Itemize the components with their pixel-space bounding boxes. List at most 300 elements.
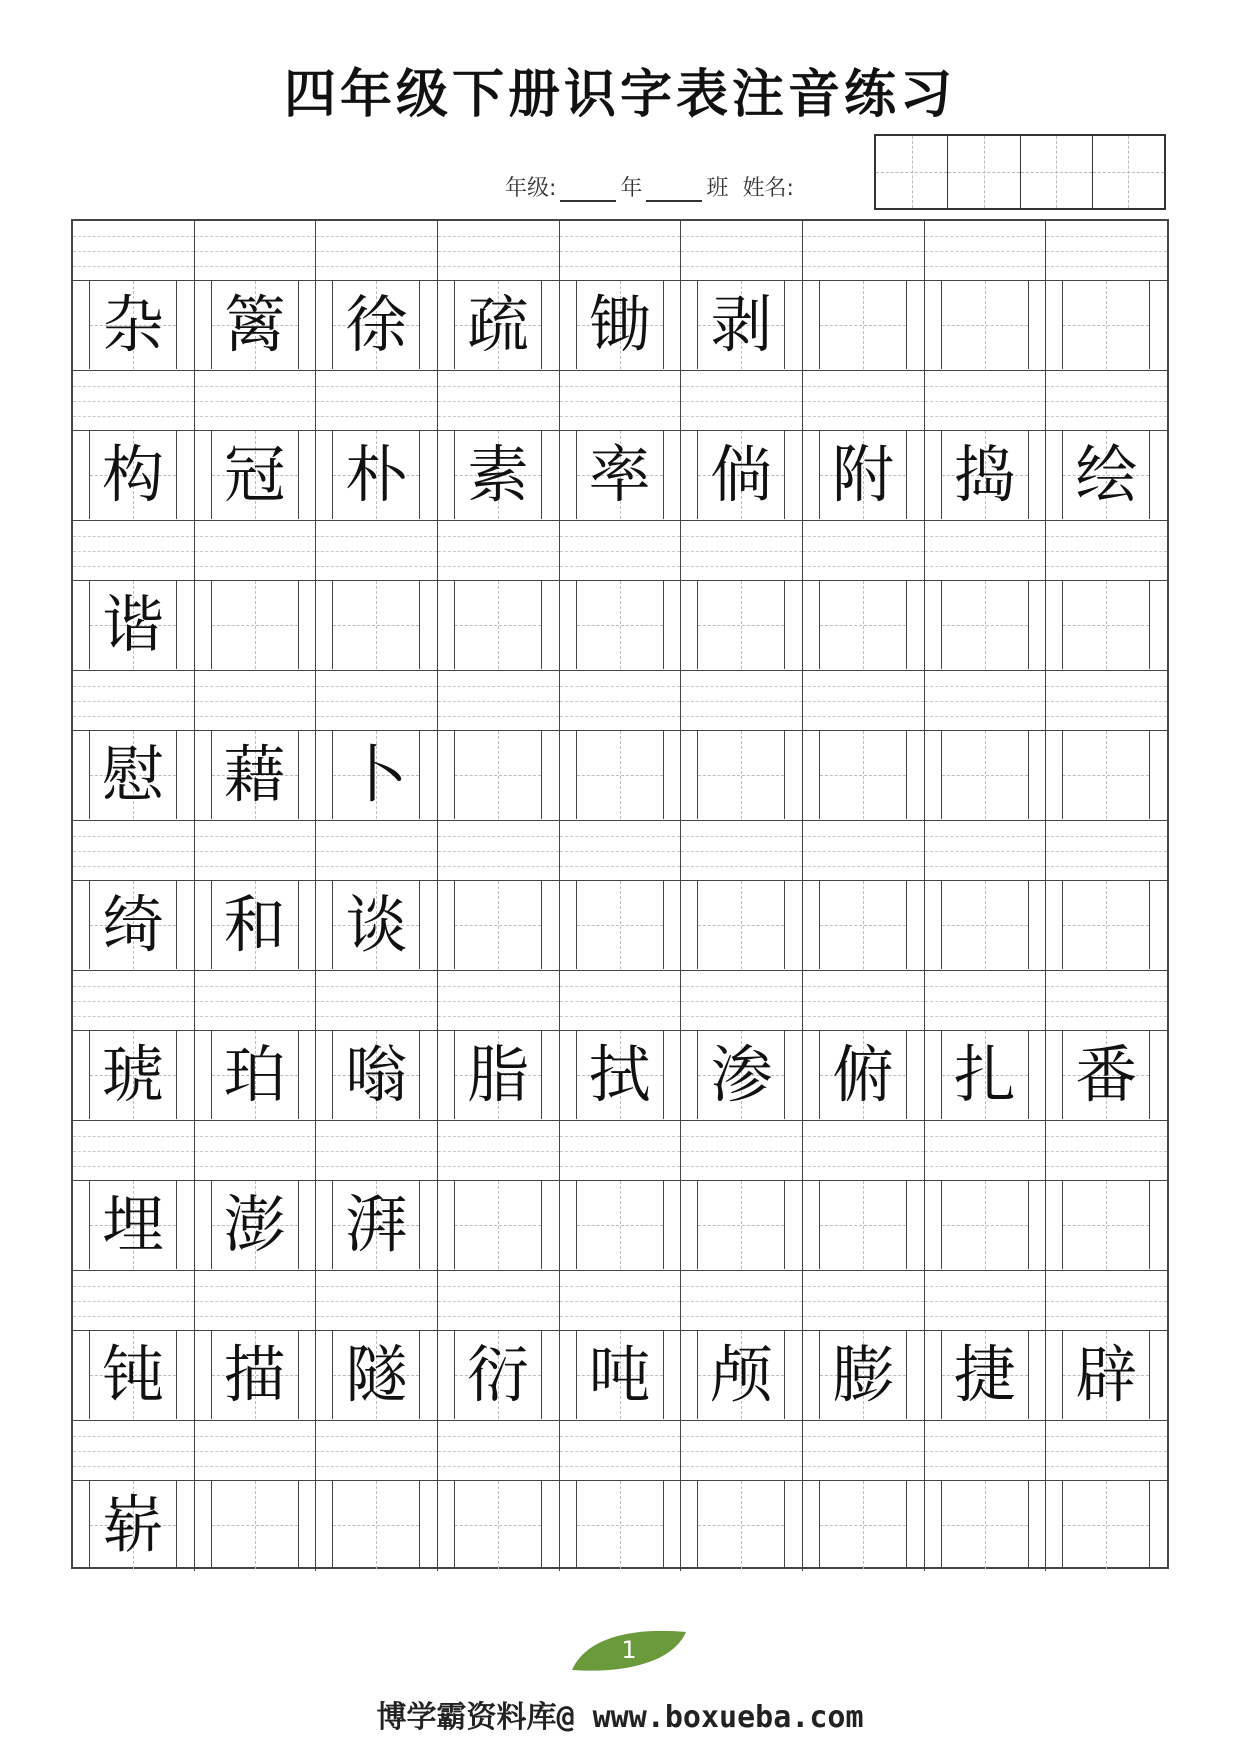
hanzi-character: 拭 (588, 1038, 651, 1111)
tian-grid-box[interactable] (454, 1481, 542, 1569)
character-cell (438, 881, 560, 970)
tian-grid-box[interactable] (332, 581, 420, 669)
tian-grid-box[interactable] (576, 1331, 664, 1419)
pinyin-cell[interactable] (438, 521, 560, 580)
pinyin-row (73, 671, 1167, 731)
character-row (73, 431, 1167, 521)
tian-grid-box[interactable] (89, 1031, 177, 1119)
name-label: 姓名: (742, 176, 794, 201)
hanzi-character (820, 1181, 906, 1269)
hanzi-character (1063, 581, 1149, 669)
tian-grid-box[interactable] (332, 1331, 420, 1419)
character-row (73, 581, 1167, 671)
pinyin-cell[interactable] (316, 221, 438, 280)
tian-grid-box[interactable] (697, 1181, 785, 1269)
character-cell (1046, 881, 1167, 970)
character-cell (681, 1481, 803, 1571)
practice-row (73, 821, 1167, 971)
character-cell (681, 581, 803, 670)
pinyin-cell[interactable] (438, 1121, 560, 1180)
tian-grid-box[interactable] (941, 1481, 1029, 1569)
tian-grid-box[interactable] (211, 1031, 299, 1119)
tian-grid-box[interactable] (819, 881, 907, 969)
pinyin-cell[interactable] (73, 1121, 195, 1180)
hanzi-character (212, 1481, 298, 1569)
hanzi-character (1063, 731, 1149, 819)
tian-grid-box[interactable] (941, 1031, 1029, 1119)
hanzi-character: 脂 (467, 1038, 530, 1111)
pinyin-cell[interactable] (803, 1271, 925, 1330)
tian-grid-box[interactable] (89, 581, 177, 669)
pinyin-cell[interactable] (560, 821, 682, 880)
tian-grid-box[interactable] (454, 1181, 542, 1269)
pinyin-cell[interactable] (681, 371, 803, 430)
tian-grid-box[interactable] (1062, 731, 1150, 819)
tian-grid-box[interactable] (697, 1331, 785, 1419)
tian-grid-box[interactable] (454, 281, 542, 369)
pinyin-cell[interactable] (803, 1421, 925, 1480)
hanzi-character: 渗 (710, 1038, 773, 1111)
pinyin-cell[interactable] (803, 821, 925, 880)
character-cell (803, 1331, 925, 1420)
tian-grid-box[interactable] (819, 281, 907, 369)
tian-grid-box[interactable] (1062, 1481, 1150, 1569)
hanzi-character (820, 731, 906, 819)
pinyin-cell[interactable] (681, 1121, 803, 1180)
hanzi-character (820, 281, 906, 369)
character-cell (73, 281, 195, 370)
hanzi-character: 谐 (101, 588, 164, 661)
pinyin-cell[interactable] (1046, 671, 1167, 730)
character-cell (316, 1331, 438, 1420)
tian-grid-box[interactable] (332, 1481, 420, 1569)
tian-grid-box[interactable] (819, 1481, 907, 1569)
hanzi-character (577, 1181, 663, 1269)
page-number-badge (570, 1626, 688, 1674)
pinyin-row (73, 521, 1167, 581)
tian-grid-box[interactable] (697, 1481, 785, 1569)
pinyin-cell[interactable] (195, 221, 317, 280)
pinyin-cell[interactable] (438, 671, 560, 730)
grade-label: 年级: (505, 176, 557, 201)
tian-grid-box[interactable] (941, 731, 1029, 819)
tian-grid-box[interactable] (89, 881, 177, 969)
pinyin-cell[interactable] (925, 221, 1047, 280)
tian-grid-box[interactable] (1062, 1181, 1150, 1269)
pinyin-cell[interactable] (73, 221, 195, 280)
character-cell (316, 281, 438, 370)
pinyin-cell[interactable] (438, 971, 560, 1030)
hanzi-character (1063, 1181, 1149, 1269)
character-row (73, 281, 1167, 371)
pinyin-cell[interactable] (681, 821, 803, 880)
grade-blank[interactable] (560, 176, 616, 202)
hanzi-character: 疏 (467, 288, 530, 361)
pinyin-cell[interactable] (560, 371, 682, 430)
tian-grid-box[interactable] (332, 1031, 420, 1119)
tian-grid-box[interactable] (941, 431, 1029, 519)
pinyin-row (73, 1421, 1167, 1481)
character-cell (560, 1481, 682, 1571)
hanzi-character (577, 731, 663, 819)
character-cell (73, 881, 195, 970)
tian-grid-box[interactable] (697, 431, 785, 519)
pinyin-cell[interactable] (803, 671, 925, 730)
tian-grid-box[interactable] (89, 731, 177, 819)
name-cell[interactable] (1093, 136, 1164, 208)
character-cell (73, 1331, 195, 1420)
character-cell (681, 281, 803, 370)
character-cell (1046, 1331, 1167, 1420)
pinyin-cell[interactable] (73, 521, 195, 580)
character-cell (1046, 581, 1167, 670)
pinyin-cell[interactable] (1046, 971, 1167, 1030)
tian-grid-box[interactable] (576, 881, 664, 969)
pinyin-cell[interactable] (195, 1421, 317, 1480)
tian-grid-box[interactable] (211, 281, 299, 369)
pinyin-cell[interactable] (316, 1121, 438, 1180)
pinyin-cell[interactable] (195, 1121, 317, 1180)
hanzi-character (820, 881, 906, 969)
hanzi-character: 卜 (345, 738, 408, 811)
tian-grid-box[interactable] (941, 1181, 1029, 1269)
tian-grid-box[interactable] (576, 281, 664, 369)
character-cell (925, 1181, 1047, 1270)
hanzi-character: 谈 (345, 888, 408, 961)
character-cell (803, 881, 925, 970)
character-cell (925, 281, 1047, 370)
tian-grid-box[interactable] (697, 581, 785, 669)
pinyin-cell[interactable] (925, 521, 1047, 580)
character-cell (195, 1031, 317, 1120)
hanzi-character: 澎 (223, 1188, 286, 1261)
name-cell[interactable] (948, 136, 1020, 208)
hanzi-character (942, 581, 1028, 669)
name-cell[interactable] (1021, 136, 1093, 208)
class-blank[interactable] (646, 176, 702, 202)
tian-grid-box[interactable] (576, 1031, 664, 1119)
tian-grid-box[interactable] (819, 731, 907, 819)
character-cell (73, 1181, 195, 1270)
tian-grid-box[interactable] (454, 581, 542, 669)
tian-grid-box[interactable] (89, 281, 177, 369)
pinyin-cell[interactable] (560, 1121, 682, 1180)
pinyin-cell[interactable] (316, 1271, 438, 1330)
tian-grid-box[interactable] (454, 881, 542, 969)
pinyin-cell[interactable] (681, 1421, 803, 1480)
hanzi-character: 埋 (101, 1188, 164, 1261)
hanzi-character (1063, 1481, 1149, 1569)
hanzi-character: 附 (832, 438, 895, 511)
hanzi-character (698, 1181, 784, 1269)
character-cell (925, 581, 1047, 670)
pinyin-cell[interactable] (1046, 1421, 1167, 1480)
character-cell (438, 581, 560, 670)
pinyin-cell[interactable] (195, 821, 317, 880)
hanzi-character: 捣 (953, 438, 1016, 511)
tian-grid-box[interactable] (332, 881, 420, 969)
tian-grid-box[interactable] (211, 881, 299, 969)
tian-grid-box[interactable] (89, 431, 177, 519)
pinyin-cell[interactable] (73, 1271, 195, 1330)
tian-grid-box[interactable] (211, 731, 299, 819)
character-cell (73, 431, 195, 520)
tian-grid-box[interactable] (1062, 1031, 1150, 1119)
pinyin-cell[interactable] (195, 521, 317, 580)
character-cell (1046, 1481, 1167, 1571)
character-cell (1046, 281, 1167, 370)
character-cell (925, 1031, 1047, 1120)
hanzi-character: 钝 (101, 1338, 164, 1411)
tian-grid-box[interactable] (819, 1031, 907, 1119)
character-cell (803, 731, 925, 820)
character-cell (803, 1481, 925, 1571)
tian-grid-box[interactable] (332, 1181, 420, 1269)
pinyin-cell[interactable] (925, 371, 1047, 430)
tian-grid-box[interactable] (697, 731, 785, 819)
tian-grid-box[interactable] (211, 431, 299, 519)
tian-grid-box[interactable] (697, 281, 785, 369)
practice-grid (71, 219, 1169, 1569)
pinyin-cell[interactable] (73, 1421, 195, 1480)
tian-grid-box[interactable] (697, 1031, 785, 1119)
tian-grid-box[interactable] (89, 1481, 177, 1569)
character-cell (560, 731, 682, 820)
pinyin-cell[interactable] (560, 221, 682, 280)
pinyin-cell[interactable] (73, 671, 195, 730)
hanzi-character: 膨 (832, 1338, 895, 1411)
tian-grid-box[interactable] (576, 1481, 664, 1569)
pinyin-cell[interactable] (560, 671, 682, 730)
pinyin-cell[interactable] (560, 1421, 682, 1480)
pinyin-cell[interactable] (195, 371, 317, 430)
character-cell (681, 881, 803, 970)
class-char: 班 (706, 176, 729, 201)
hanzi-character (1063, 281, 1149, 369)
pinyin-cell[interactable] (560, 971, 682, 1030)
character-cell (195, 581, 317, 670)
character-cell (560, 881, 682, 970)
pinyin-cell[interactable] (195, 971, 317, 1030)
hanzi-character (698, 1481, 784, 1569)
practice-row (73, 1271, 1167, 1421)
character-cell (73, 581, 195, 670)
tian-grid-box[interactable] (211, 581, 299, 669)
tian-grid-box[interactable] (941, 1331, 1029, 1419)
tian-grid-box[interactable] (332, 431, 420, 519)
tian-grid-box[interactable] (941, 881, 1029, 969)
tian-grid-box[interactable] (1062, 581, 1150, 669)
tian-grid-box[interactable] (1062, 1331, 1150, 1419)
hanzi-character (942, 1181, 1028, 1269)
character-cell (925, 1331, 1047, 1420)
tian-grid-box[interactable] (454, 431, 542, 519)
pinyin-cell[interactable] (681, 521, 803, 580)
hanzi-character (942, 731, 1028, 819)
pinyin-cell[interactable] (681, 971, 803, 1030)
hanzi-character (698, 731, 784, 819)
character-cell (195, 881, 317, 970)
character-cell (316, 731, 438, 820)
pinyin-cell[interactable] (925, 1421, 1047, 1480)
hanzi-character (698, 881, 784, 969)
character-cell (1046, 1031, 1167, 1120)
pinyin-cell[interactable] (316, 821, 438, 880)
tian-grid-box[interactable] (454, 731, 542, 819)
character-row (73, 1331, 1167, 1421)
pinyin-cell[interactable] (438, 1271, 560, 1330)
hanzi-character: 扎 (953, 1038, 1016, 1111)
pinyin-cell[interactable] (316, 671, 438, 730)
character-row (73, 881, 1167, 971)
tian-grid-box[interactable] (819, 1331, 907, 1419)
pinyin-cell[interactable] (73, 821, 195, 880)
pinyin-cell[interactable] (925, 671, 1047, 730)
pinyin-cell[interactable] (316, 371, 438, 430)
hanzi-character (455, 1181, 541, 1269)
character-cell (195, 1181, 317, 1270)
tian-grid-box[interactable] (211, 1181, 299, 1269)
hanzi-character (577, 581, 663, 669)
hanzi-character (1063, 881, 1149, 969)
pinyin-cell[interactable] (195, 671, 317, 730)
character-cell (195, 1331, 317, 1420)
character-cell (438, 1181, 560, 1270)
hanzi-character: 俯 (832, 1038, 895, 1111)
pinyin-cell[interactable] (1046, 821, 1167, 880)
tian-grid-box[interactable] (941, 281, 1029, 369)
character-cell (803, 581, 925, 670)
pinyin-cell[interactable] (803, 221, 925, 280)
tian-grid-box[interactable] (819, 431, 907, 519)
pinyin-cell[interactable] (681, 1271, 803, 1330)
pinyin-cell[interactable] (925, 1121, 1047, 1180)
student-info (505, 168, 794, 202)
pinyin-cell[interactable] (925, 821, 1047, 880)
pinyin-cell[interactable] (438, 1421, 560, 1480)
character-cell (316, 431, 438, 520)
hanzi-character: 湃 (345, 1188, 408, 1261)
hanzi-character: 徐 (345, 288, 408, 361)
name-cell[interactable] (876, 136, 948, 208)
hanzi-character (820, 581, 906, 669)
pinyin-row (73, 821, 1167, 881)
character-cell (438, 281, 560, 370)
tian-grid-box[interactable] (89, 1181, 177, 1269)
tian-grid-box[interactable] (697, 881, 785, 969)
hanzi-character (942, 881, 1028, 969)
pinyin-cell[interactable] (1046, 221, 1167, 280)
pinyin-cell[interactable] (803, 371, 925, 430)
pinyin-cell[interactable] (438, 221, 560, 280)
pinyin-cell[interactable] (316, 521, 438, 580)
tian-grid-box[interactable] (211, 1331, 299, 1419)
character-cell (438, 731, 560, 820)
character-cell (925, 881, 1047, 970)
pinyin-cell[interactable] (560, 521, 682, 580)
hanzi-character (455, 731, 541, 819)
tian-grid-box[interactable] (576, 731, 664, 819)
pinyin-cell[interactable] (1046, 371, 1167, 430)
pinyin-cell[interactable] (195, 1271, 317, 1330)
pinyin-cell[interactable] (1046, 1271, 1167, 1330)
character-cell (1046, 731, 1167, 820)
character-cell (925, 731, 1047, 820)
tian-grid-box[interactable] (1062, 881, 1150, 969)
practice-row (73, 221, 1167, 371)
pinyin-cell[interactable] (803, 521, 925, 580)
tian-grid-box[interactable] (576, 581, 664, 669)
pinyin-cell[interactable] (560, 1271, 682, 1330)
tian-grid-box[interactable] (576, 431, 664, 519)
hanzi-character (333, 581, 419, 669)
character-cell (681, 731, 803, 820)
tian-grid-box[interactable] (332, 281, 420, 369)
pinyin-row (73, 1271, 1167, 1331)
tian-grid-box[interactable] (332, 731, 420, 819)
tian-grid-box[interactable] (819, 581, 907, 669)
pinyin-cell[interactable] (316, 971, 438, 1030)
pinyin-row (73, 971, 1167, 1031)
pinyin-cell[interactable] (1046, 1121, 1167, 1180)
pinyin-cell[interactable] (803, 1121, 925, 1180)
tian-grid-box[interactable] (576, 1181, 664, 1269)
tian-grid-box[interactable] (819, 1181, 907, 1269)
pinyin-cell[interactable] (1046, 521, 1167, 580)
hanzi-character (942, 281, 1028, 369)
pinyin-cell[interactable] (73, 971, 195, 1030)
character-cell (681, 431, 803, 520)
hanzi-character: 倘 (710, 438, 773, 511)
hanzi-character: 和 (223, 888, 286, 961)
hanzi-character: 捷 (953, 1338, 1016, 1411)
character-cell (438, 1031, 560, 1120)
tian-grid-box[interactable] (1062, 281, 1150, 369)
pinyin-cell[interactable] (438, 371, 560, 430)
tian-grid-box[interactable] (454, 1031, 542, 1119)
footer-watermark: 博学霸资料库@ www.boxueba.com (376, 1700, 864, 1735)
character-cell (195, 1481, 317, 1571)
pinyin-cell[interactable] (925, 971, 1047, 1030)
pinyin-cell[interactable] (316, 1421, 438, 1480)
pinyin-cell[interactable] (925, 1271, 1047, 1330)
pinyin-cell[interactable] (681, 671, 803, 730)
tian-grid-box[interactable] (1062, 431, 1150, 519)
character-cell (1046, 1181, 1167, 1270)
hanzi-character: 珀 (223, 1038, 286, 1111)
pinyin-cell[interactable] (73, 371, 195, 430)
tian-grid-box[interactable] (89, 1331, 177, 1419)
hanzi-character (698, 581, 784, 669)
tian-grid-box[interactable] (941, 581, 1029, 669)
character-cell (195, 281, 317, 370)
pinyin-cell[interactable] (438, 821, 560, 880)
hanzi-character: 冠 (223, 438, 286, 511)
pinyin-cell[interactable] (681, 221, 803, 280)
hanzi-character: 剥 (710, 288, 773, 361)
character-cell (438, 1481, 560, 1571)
hanzi-character: 辟 (1075, 1338, 1138, 1411)
hanzi-character: 崭 (101, 1488, 164, 1561)
hanzi-character (455, 1481, 541, 1569)
practice-row (73, 971, 1167, 1121)
pinyin-cell[interactable] (803, 971, 925, 1030)
tian-grid-box[interactable] (454, 1331, 542, 1419)
character-cell (316, 1031, 438, 1120)
tian-grid-box[interactable] (211, 1481, 299, 1569)
hanzi-character: 隧 (345, 1338, 408, 1411)
name-writing-boxes[interactable] (874, 134, 1166, 210)
